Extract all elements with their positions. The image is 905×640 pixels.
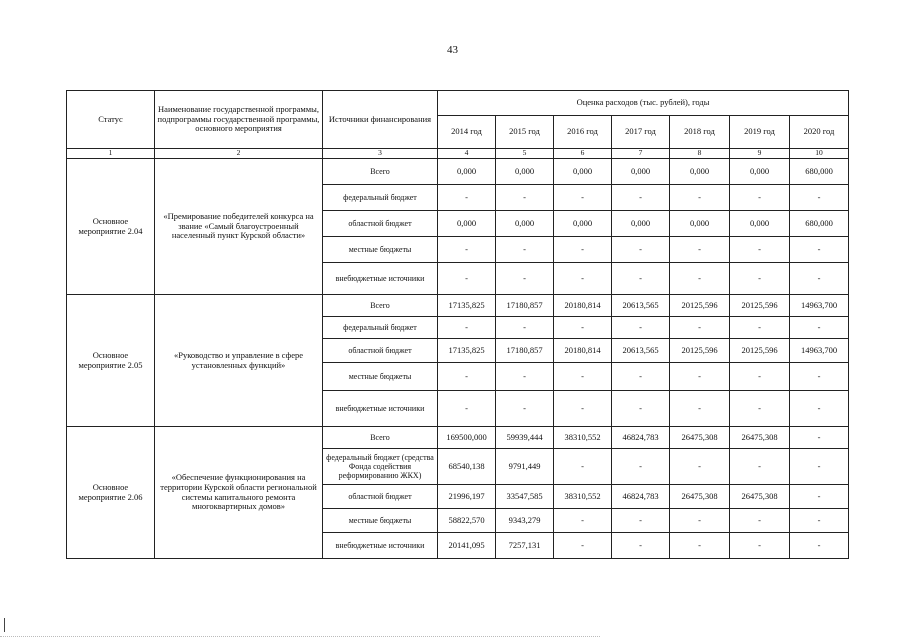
value-cell: 0,000 (554, 159, 612, 185)
activity-name-cell: «Премирование победителей конкурса на звание «Самый благоустроенный населенный пункт Курской области» (155, 159, 323, 295)
value-cell: - (554, 237, 612, 263)
value-cell: - (496, 391, 554, 427)
value-cell: 58822,570 (438, 509, 496, 533)
value-cell: - (670, 263, 730, 295)
value-cell: - (670, 185, 730, 211)
funding-source-cell: Всего (323, 427, 438, 449)
value-cell: - (790, 185, 849, 211)
column-number: 4 (438, 149, 496, 159)
value-cell: - (554, 317, 612, 339)
table-row (67, 295, 849, 317)
value-cell: 33547,585 (496, 485, 554, 509)
value-cell: 0,000 (438, 159, 496, 185)
header-status: Статус (67, 91, 155, 149)
value-cell: - (612, 185, 670, 211)
header-year: 2015 год (496, 116, 554, 149)
funding-source-cell: местные бюджеты (323, 509, 438, 533)
funding-source-cell: областной бюджет (323, 339, 438, 363)
value-cell: 38310,552 (554, 427, 612, 449)
value-cell: 0,000 (670, 211, 730, 237)
value-cell: - (670, 449, 730, 485)
budget-table (66, 90, 849, 559)
table-row (67, 159, 849, 185)
value-cell: - (612, 533, 670, 559)
value-cell: 17180,857 (496, 295, 554, 317)
funding-source-cell: федеральный бюджет (323, 317, 438, 339)
value-cell: 17135,825 (438, 295, 496, 317)
value-cell: 0,000 (438, 211, 496, 237)
table-body (67, 159, 849, 559)
value-cell: - (554, 533, 612, 559)
header-name: Наименование государственной программы, подпрограммы государственной программы, основного мероприятия (155, 91, 323, 149)
value-cell: 20125,596 (730, 295, 790, 317)
value-cell: - (612, 391, 670, 427)
funding-source-cell: внебюджетные источники (323, 391, 438, 427)
activity-name-cell: «Обеспечение функционирования на территории Курской области региональной системы капитального ремонта многоквартирных домов» (155, 427, 323, 559)
header-sources: Источники финансирования (323, 91, 438, 149)
value-cell: 17180,857 (496, 339, 554, 363)
value-cell: 0,000 (670, 159, 730, 185)
column-number-row (67, 149, 849, 159)
activity-name-cell: «Руководство и управление в сфере установленных функций» (155, 295, 323, 427)
value-cell: 46824,783 (612, 485, 670, 509)
header-year: 2014 год (438, 116, 496, 149)
value-cell: - (554, 449, 612, 485)
value-cell: - (670, 363, 730, 391)
value-cell: - (670, 237, 730, 263)
header-year: 2018 год (670, 116, 730, 149)
value-cell: 14963,700 (790, 339, 849, 363)
value-cell: - (790, 509, 849, 533)
value-cell: 0,000 (554, 211, 612, 237)
value-cell: 20125,596 (730, 339, 790, 363)
scan-edge-mark (4, 618, 5, 632)
value-cell: - (730, 317, 790, 339)
value-cell: 0,000 (730, 211, 790, 237)
value-cell: 26475,308 (670, 427, 730, 449)
value-cell: - (790, 533, 849, 559)
funding-source-cell: местные бюджеты (323, 237, 438, 263)
value-cell: - (670, 317, 730, 339)
value-cell: 17135,825 (438, 339, 496, 363)
value-cell: - (496, 317, 554, 339)
value-cell: 20180,814 (554, 295, 612, 317)
value-cell: 38310,552 (554, 485, 612, 509)
header-year: 2020 год (790, 116, 849, 149)
column-number: 8 (670, 149, 730, 159)
funding-source-cell: федеральный бюджет (средства Фонда содействия реформированию ЖКХ) (323, 449, 438, 485)
value-cell: 26475,308 (730, 485, 790, 509)
funding-source-cell: Всего (323, 159, 438, 185)
value-cell: - (612, 263, 670, 295)
value-cell: - (438, 263, 496, 295)
value-cell: - (612, 237, 670, 263)
table-row (67, 427, 849, 449)
status-cell: Основное мероприятие 2.05 (67, 295, 155, 427)
value-cell: 680,000 (790, 211, 849, 237)
value-cell: - (438, 185, 496, 211)
value-cell: - (790, 363, 849, 391)
value-cell: - (790, 485, 849, 509)
funding-source-cell: местные бюджеты (323, 363, 438, 391)
header-year: 2016 год (554, 116, 612, 149)
column-number: 9 (730, 149, 790, 159)
value-cell: 7257,131 (496, 533, 554, 559)
value-cell: 20141,095 (438, 533, 496, 559)
value-cell: - (612, 363, 670, 391)
funding-source-cell: областной бюджет (323, 485, 438, 509)
column-number: 2 (155, 149, 323, 159)
value-cell: - (790, 449, 849, 485)
funding-source-cell: внебюджетные источники (323, 533, 438, 559)
funding-source-cell: федеральный бюджет (323, 185, 438, 211)
value-cell: - (554, 363, 612, 391)
value-cell: 20125,596 (670, 295, 730, 317)
value-cell: - (438, 391, 496, 427)
value-cell: - (730, 391, 790, 427)
value-cell: - (612, 509, 670, 533)
funding-source-cell: областной бюджет (323, 211, 438, 237)
value-cell: - (496, 237, 554, 263)
value-cell: 0,000 (612, 159, 670, 185)
value-cell: 26475,308 (670, 485, 730, 509)
value-cell: - (730, 237, 790, 263)
value-cell: 20125,596 (670, 339, 730, 363)
value-cell: - (730, 449, 790, 485)
value-cell: - (730, 363, 790, 391)
column-number: 5 (496, 149, 554, 159)
value-cell: 46824,783 (612, 427, 670, 449)
value-cell: - (554, 391, 612, 427)
value-cell: 14963,700 (790, 295, 849, 317)
page-bottom-rule (0, 636, 600, 637)
header-estimate: Оценка расходов (тыс. рублей), годы (438, 91, 849, 116)
value-cell: - (438, 237, 496, 263)
value-cell: 9791,449 (496, 449, 554, 485)
status-cell: Основное мероприятие 2.06 (67, 427, 155, 559)
value-cell: - (612, 449, 670, 485)
value-cell: - (790, 317, 849, 339)
value-cell: - (554, 509, 612, 533)
value-cell: - (438, 317, 496, 339)
value-cell: 169500,000 (438, 427, 496, 449)
funding-source-cell: внебюджетные источники (323, 263, 438, 295)
value-cell: - (730, 263, 790, 295)
status-cell: Основное мероприятие 2.04 (67, 159, 155, 295)
value-cell: - (670, 509, 730, 533)
value-cell: 20613,565 (612, 339, 670, 363)
value-cell: 21996,197 (438, 485, 496, 509)
value-cell: - (670, 391, 730, 427)
value-cell: 20613,565 (612, 295, 670, 317)
value-cell: - (554, 185, 612, 211)
value-cell: - (730, 185, 790, 211)
column-number: 6 (554, 149, 612, 159)
value-cell: - (790, 427, 849, 449)
column-number: 7 (612, 149, 670, 159)
column-number: 10 (790, 149, 849, 159)
funding-source-cell: Всего (323, 295, 438, 317)
value-cell: - (790, 391, 849, 427)
value-cell: - (612, 317, 670, 339)
value-cell: - (790, 263, 849, 295)
value-cell: 9343,279 (496, 509, 554, 533)
value-cell: 26475,308 (730, 427, 790, 449)
value-cell: 0,000 (496, 211, 554, 237)
value-cell: 0,000 (612, 211, 670, 237)
column-number: 1 (67, 149, 155, 159)
value-cell: - (438, 363, 496, 391)
value-cell: 20180,814 (554, 339, 612, 363)
value-cell: 680,000 (790, 159, 849, 185)
value-cell: - (496, 363, 554, 391)
value-cell: - (730, 533, 790, 559)
value-cell: - (670, 533, 730, 559)
header-year: 2017 год (612, 116, 670, 149)
value-cell: 59939,444 (496, 427, 554, 449)
page-number: 43 (447, 44, 458, 56)
value-cell: 0,000 (496, 159, 554, 185)
value-cell: - (496, 185, 554, 211)
column-number: 3 (323, 149, 438, 159)
header-year: 2019 год (730, 116, 790, 149)
value-cell: - (554, 263, 612, 295)
value-cell: - (790, 237, 849, 263)
value-cell: 68540,138 (438, 449, 496, 485)
value-cell: - (730, 509, 790, 533)
value-cell: 0,000 (730, 159, 790, 185)
value-cell: - (496, 263, 554, 295)
